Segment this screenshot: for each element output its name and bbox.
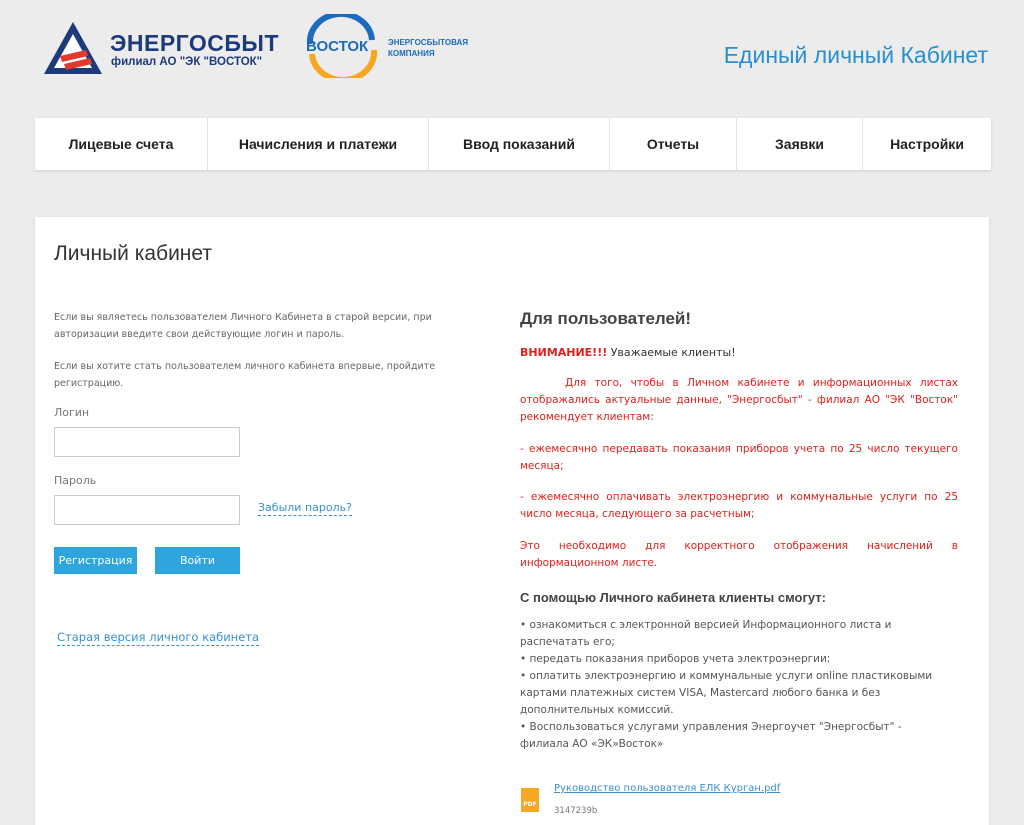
notice-paragraph-3: - ежемесячно оплачивать электроэнергию и коммунальные услуги по 25 число месяца, следующего за расчетным; — [520, 491, 958, 520]
main-nav — [35, 118, 991, 170]
notice-paragraph-1: Для того, чтобы в Личном кабинете и информационных листах отображались актуальные данные, "Энергосбыт" - филиал АО "ЭК "Восток" рекомендует клиентам: — [520, 377, 958, 423]
login-input[interactable] — [54, 427, 240, 457]
old-version-link[interactable]: Старая версия личного кабинета — [57, 630, 260, 644]
brand-title: ЭНЕРГОСБЫТ — [110, 30, 279, 56]
pdf-file-size: 3147239b — [554, 806, 598, 816]
info-old-version: Если вы являетесь пользователем Личного Кабинета в старой версии, при авторизации введите свои действующие логин и пароль. — [54, 312, 432, 340]
vostok-logo-text: ВОСТОК — [306, 38, 369, 55]
user-guide-pdf-link[interactable]: Руководство пользователя ЕЛК Курган.pdf — [554, 783, 781, 794]
page-title: Личный кабинет — [54, 242, 212, 265]
nav-item-meter-readings[interactable]: Ввод показаний — [429, 118, 610, 170]
notice-paragraph-4: Это необходимо для корректного отображения начислений в информационном листе. — [520, 540, 958, 569]
forgot-password-link[interactable]: Забыли пароль? — [258, 501, 352, 514]
notice-paragraph-2: - ежемесячно передавать показания приборов учета по 25 число текущего месяца; — [520, 443, 958, 472]
info-new-user: Если вы хотите стать пользователем личного кабинета впервые, пройдите регистрацию. — [54, 361, 436, 389]
users-heading: Для пользователей! — [520, 309, 692, 328]
password-input[interactable] — [54, 495, 240, 525]
nav-item-requests[interactable]: Заявки — [737, 118, 863, 170]
header — [0, 0, 1024, 100]
login-button[interactable]: Войти — [155, 547, 240, 574]
site-title: Единый личный Кабинет — [723, 42, 988, 68]
nav-item-accounts[interactable]: Лицевые счета — [35, 118, 208, 170]
vostok-logo-caption — [388, 37, 508, 59]
nav-item-charges-payments[interactable]: Начисления и платежи — [208, 118, 429, 170]
password-label: Пароль — [54, 474, 97, 487]
register-button[interactable]: Регистрация — [54, 547, 137, 574]
pdf-file-icon: PDF — [521, 788, 539, 812]
attention-label: ВНИМАНИЕ!!! — [520, 346, 608, 359]
list-item: • ознакомиться с электронной версией Информационного листа и распечатать его; — [520, 619, 892, 648]
list-item: • оплатить электроэнергию и коммунальные услуги online пластиковыми картами платежных систем VISA, Mastercard любого банка и без дополнительных комиссий. — [520, 670, 933, 716]
capabilities-list — [520, 617, 935, 753]
list-item: • передать показания приборов учета электроэнергии; — [520, 653, 831, 665]
nav-item-reports[interactable]: Отчеты — [610, 118, 737, 170]
login-label: Логин — [54, 406, 90, 419]
list-item: • Воспользоваться услугами управления Энергоучет "Энергосбыт" - филиала АО «ЭК»Восток» — [520, 721, 902, 750]
vostok-caption-line-1: ЭНЕРГОСБЫТОВАЯ — [388, 38, 468, 47]
login-panel — [35, 217, 989, 825]
energosbyt-logo-icon — [42, 20, 104, 76]
attention-line — [520, 346, 958, 359]
capabilities-heading: С помощью Личного кабинета клиенты смогут: — [520, 590, 827, 605]
vostok-caption-line-2: КОМПАНИЯ — [388, 49, 435, 58]
greeting-text: Уважаемые клиенты! — [607, 346, 736, 359]
brand-subtitle: филиал АО "ЭК "ВОСТОК" — [111, 56, 263, 68]
nav-item-settings[interactable]: Настройки — [890, 136, 964, 152]
